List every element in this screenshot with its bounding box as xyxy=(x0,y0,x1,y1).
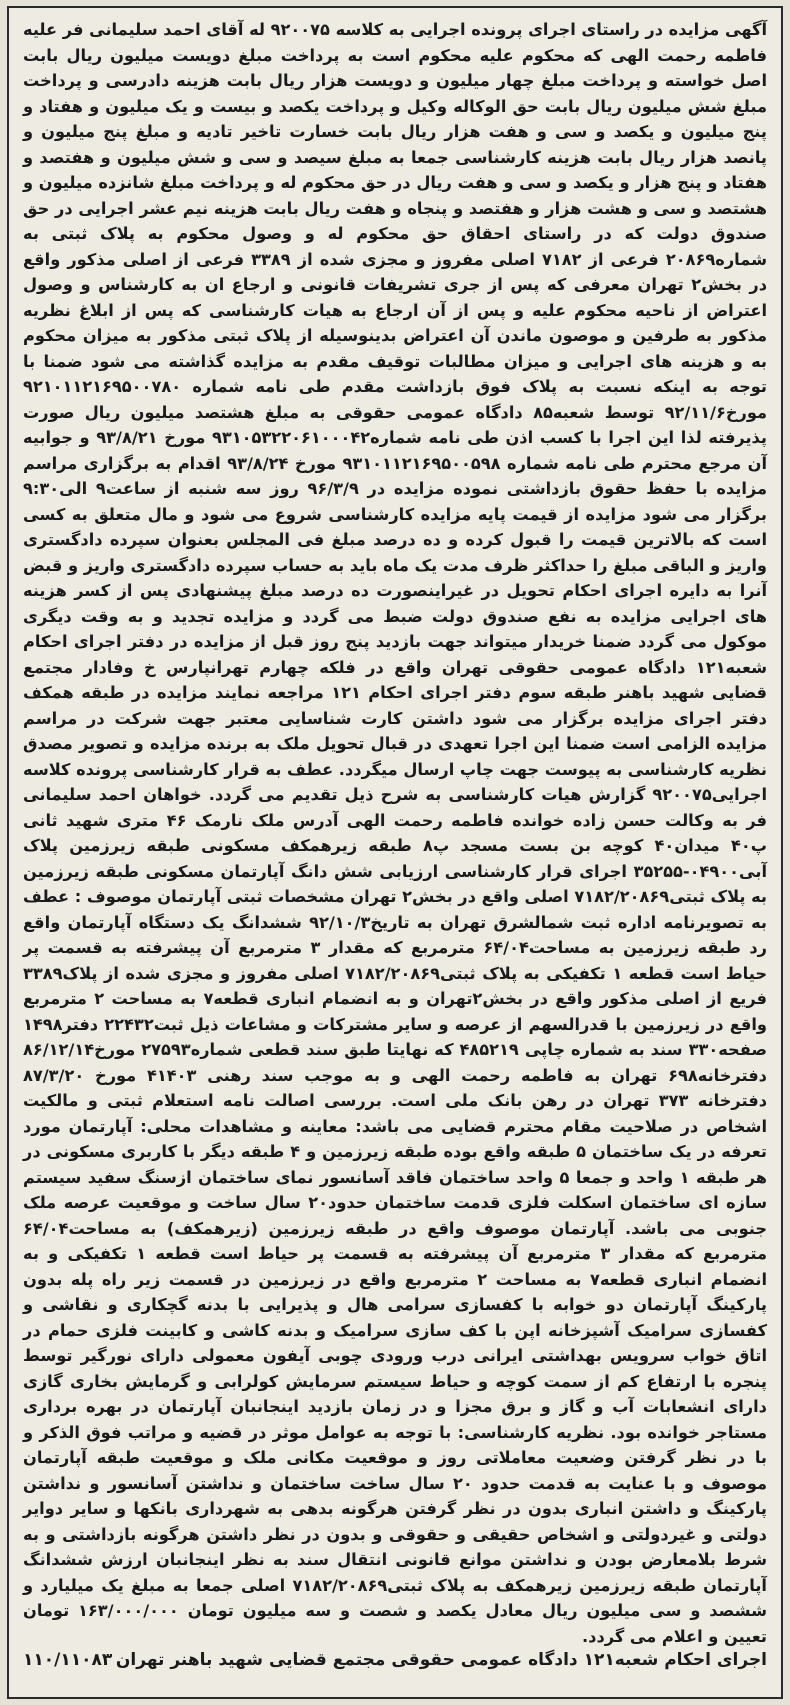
notice-footer xyxy=(23,1650,767,1670)
notice-code: ۱۱۰/۱۱۰۸۳ xyxy=(23,1650,113,1670)
issuer-line: اجرای احکام شعبه۱۲۱ دادگاه عمومی حقوقی مجتمع قضایی شهید باهنر تهران xyxy=(115,1650,767,1670)
auction-notice xyxy=(7,6,783,1699)
notice-body xyxy=(23,17,767,1649)
notice-paragraph: آگهی مزایده در راستای اجرای پرونده اجرایی به کلاسه ۹۲۰۰۷۵ له آقای احمد سلیمانی فر علیه فاطمه رحمت الهی که محکوم علیه محکوم است به پرداخت مبلغ دویست میلیون ریال بابت اصل خواسته و پرداخت مبلغ چهار میلیون و دویست هزار ریال بابت هزینه دادرسی و پرداخت مبلغ شش میلیون ریال بابت حق الوکاله وکیل و پرداخت یکصد و بیست و یک میلیون و هفتاد و پنج میلیون و یکصد و سی و هفت هزار ریال بابت خسارت تاخیر تادیه و مبلغ پنج میلیون و پانصد هزار ریال بابت هزینه کارشناسی جمعا به مبلغ سیصد و سی و شش میلیون و هفتصد و هفتاد و پنج هزار و یکصد و سی و هفت ریال در حق محکوم له و پرداخت مبلغ شانزده میلیون و هشتصد و سی و هشت هزار و هفتصد و پنجاه و هفت ریال بابت هزینه نیم عشر اجرایی در حق صندوق دولت که در راستای احقاق حق محکوم له و وصول محکوم به پلاک ثبتی به شماره۲۰۸۶۹ فرعی از ۷۱۸۲ اصلی مفروز و مجزی شده از ۳۳۸۹ فرعی از اصلی مذکور واقع در بخش۲ تهران معرفی که پس از جری تشریفات قانونی و ارجاع ان به کارشناس و وصول اعتراض از ناحیه محکوم علیه و پس از آن ارجاع به هیات کارشناسی که پس از ابلاغ نظریه مذکور به طرفین و موصون ماندن آن اعتراض بدینوسیله از پلاک ثبتی مذکور به میزان محکوم به و هزینه های اجرایی و میزان مطالبات توقیف مقدم به مزایده گذاشته می شود ضمنا با توجه به اینکه نسبت به پلاک فوق بازداشت مقدم طی نامه شماره ۹۲۱۰۱۱۲۱۶۹۵۰۰۷۸۰ مورخ۹۲/۱۱/۶ توسط شعبه۸۵ دادگاه عمومی حقوقی به مبلغ هشتصد میلیون ریال صورت پذیرفته لذا این اجرا با کسب اذن طی نامه شماره۹۳۱۰۵۳۲۲۰۶۱۰۰۰۴۲ مورخ ۹۳/۸/۲۱ و جوابیه آن مرجع محترم طی نامه شماره ۹۳۱۰۱۱۲۱۶۹۵۰۰۵۹۸ مورخ ۹۳/۸/۲۴ اقدام به برگزاری مراسم مزایده با حفظ حقوق بازداشتی نموده مزایده در ۹۶/۳/۹ روز سه شنبه از ساعت۹ الی۹:۳۰ برگزار می شود مزایده از قیمت پایه مزایده کارشناسی شروع می شود و مال متعلق به کسی است که بالاترین قیمت را قبول کرده و ده درصد مبلغ فی المجلس بعنوان سپرده دادگستری واریز و الباقی مبلغ را حداکثر ظرف مدت یک ماه باید به حساب سپرده دادگستری واریز و قبض آنرا به دایره اجرای احکام تحویل در غیراینصورت ده درصد مبلغ پیشنهادی پس از کسر هزینه های اجرایی مزایده به نفع صندوق دولت ضبط می گردد و مزایده تجدید و به وقت دیگری موکول می گردد ضمنا خریدار میتواند جهت بازدید پنج روز قبل از مزایده در دفتر اجرای احکام شعبه۱۲۱ دادگاه عمومی حقوقی تهران واقع در فلکه چهارم تهرانپارس خ وفادار مجتمع قضایی شهید باهنر طبقه سوم دفتر اجرای احکام ۱۲۱ مراجعه نمایند مزایده در طبقه همکف دفتر اجرای مزایده برگزار می شود داشتن کارت شناسایی معتبر جهت شرکت در مراسم مزایده الزامی است ضمنا این اجرا تعهدی در قبال تحویل ملک به برنده مزایده و تصویر مصدق نظریه کارشناسی به پیوست جهت چاپ ارسال میگردد. عطف به قرار کارشناسی پرونده کلاسه اجرایی۹۲۰۰۷۵ گزارش هیات کارشناسی به شرح ذیل تقدیم می گردد. خواهان احمد سلیمانی فر به وکالت حسن زاده خوانده فاطمه رحمت الهی آدرس ملک نارمک ۴۶ متری شهید ثانی پ۴۰ میدان۴۰ کوچه بن بست مسجد پ۸ طبقه زیرهمکف مسکونی طبقه زیرزمین پلاک آبی۰۴۹۰۰-۳۵۲۵۵ اجرای قرار کارشناسی ارزیابی شش دانگ آپارتمان مسکونی طبقه زیرزمین به پلاک ثبتی۷۱۸۲/۲۰۸۶۹ اصلی واقع در بخش۲ تهران مشخصات ثبتی آپارتمان موصوف : عطف به تصویرنامه اداره ثبت شمالشرق تهران به تاریخ۹۲/۱۰/۳ ششدانگ یک دستگاه آپارتمان واقع رد طبقه زیرزمین به مساحت۶۴/۰۴ مترمربع که مقدار ۳ مترمربع آن پیشرفته به قسمت پر حیاط است قطعه ۱ تکفیکی به پلاک ثبتی۷۱۸۲/۲۰۸۶۹ اصلی مفروز و مجزی شده از پلاک۳۳۸۹ فریع از اصلی مذکور واقع در بخش۲تهران و به انضمام انباری قطعه۷ به مساحت ۲ مترمربع واقع در زیرزمین با قدرالسهم از عرصه و سایر مشترکات و مشاعات ذیل ثبت۲۲۴۳۲ دفتر۱۴۹۸ صفحه۳۳۰ سند به شماره چاپی ۴۸۵۲۱۹ که نهایتا طبق سند قطعی شماره۲۷۵۹۳ مورخ۸۶/۱۲/۱۴ دفترخانه۶۹۸ تهران به فاطمه رحمت الهی و به موجب سند رهنی ۴۱۴۰۳ مورخ ۸۷/۳/۲۰ دفترخانه ۳۷۳ تهران در رهن بانک ملی است. بررسی اصالت نامه استعلام ثبتی و مالکیت اشخاص در صلاحیت مقام محترم قضایی می باشد: معاینه و مشاهدات محلی: آپارتمان مورد تعرفه در یک ساختمان ۵ طبقه واقع بوده طبقه زیرزمین و ۴ طبقه دیگر با کاربری مسکونی در هر طبقه ۱ واحد و جمعا ۵ واحد ساختمان فاقد آسانسور نمای ساختمان ازسنگ سفید سیستم سازه ای ساختمان اسکلت فلزی قدمت ساختمان حدود۲۰ سال ساخت و موقعیت عرصه ملک جنوبی می باشد. آپارتمان موصوف واقع در طبقه زیرزمین (زیرهمکف) به مساحت۶۴/۰۴ مترمربع که مقدار ۳ مترمربع آن پیشرفته به قسمت پر حیاط است قطعه ۱ تکفیکی و به انضمام انباری قطعه۷ به مساحت ۲ مترمربع واقع در زیرزمین در قسمت زیر راه پله بدون پارکینگ آپارتمان دو خوابه با کفسازی سرامی هال و پذیرایی با بدنه گچکاری و نقاشی و کفسازی سرامیک آشپزخانه اپن با کف سازی سرامیک و بدنه کاشی و کابینت فلزی حمام در اتاق خواب سرویس بهداشتی ایرانی درب ورودی چوبی آیفون معمولی دارای نورگیر توسط پنجره با ارتفاع کم از سمت کوچه و حیاط سیستم سرمایش کولرابی و گرمایش بخاری گازی دارای انشعابات آب و گاز و برق مجزا و در زمان بازدید اینجانبان آپارتمان در بهره برداری مستاجر خوانده بود. نظریه کارشناسی: با توجه به عوامل موثر در قضیه و مراتب فوق الذکر و با در نظر گرفتن وضعیت معاملاتی روز و موقعیت مکانی ملک و موقعیت طبقه آپارتمان موصوف و با عنایت به قدمت حدود ۲۰ سال ساخت ساختمان و نداشتن آسانسور و نداشتن پارکینگ و داشتن انباری بدون در نظر گرفتن هرگونه بدهی به شهرداری بانکها و سایر دوایر دولتی و غیردولتی و اشخاص حقیقی و حقوقی و بدون در نظر داشتن هرگونه بازداشتی و به شرط بلامعارض بودن و نداشتن موانع قانونی انتقال سند به نظر اینجانبان ارزش ششدانگ آپارتمان طبقه زیرزمین زیرهمکف به پلاک ثبتی۷۱۸۲/۲۰۸۶۹ اصلی جمعا به مبلغ یک میلیارد و ششصد و سی میلیون ریال معادل یکصد و شصت و سه میلیون تومان ۱۶۳/۰۰۰/۰۰۰ تومان تعیین و اعلام می گردد. xyxy=(23,20,768,1646)
